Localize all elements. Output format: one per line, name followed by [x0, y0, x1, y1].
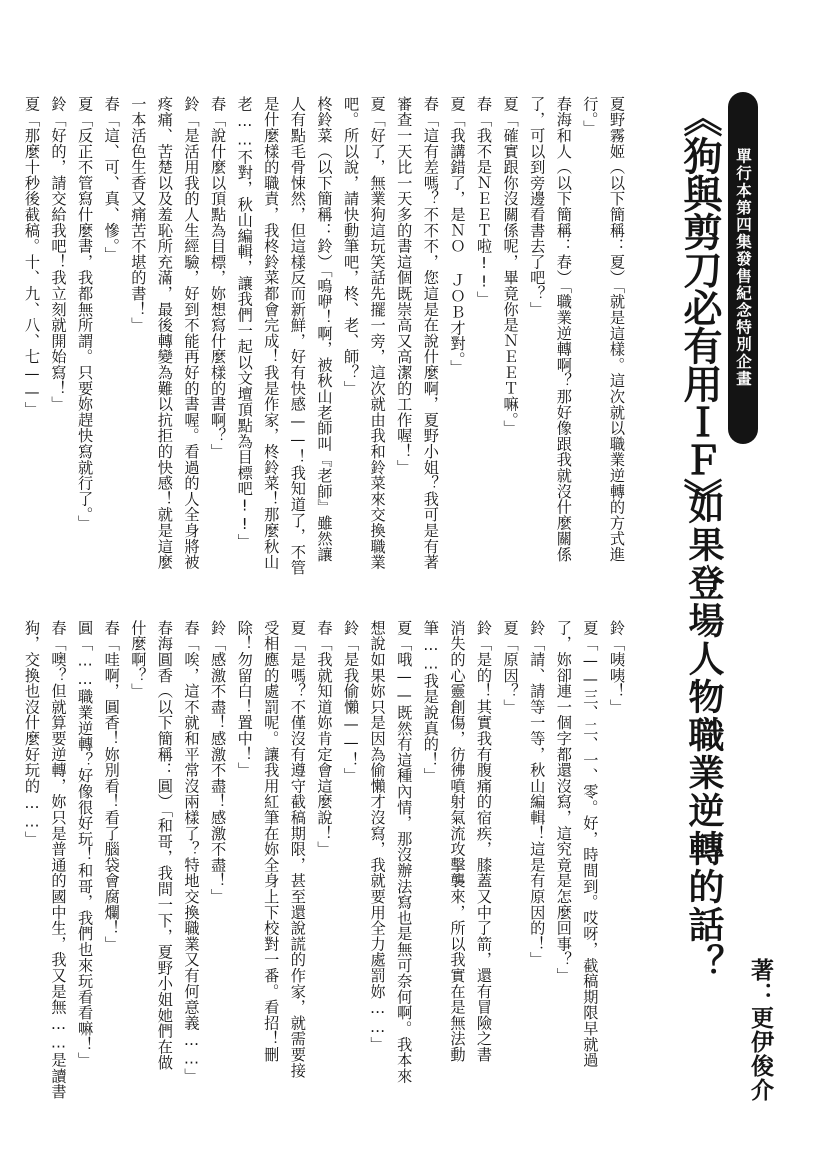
dialogue-line: 春海和人（以下簡稱：春）「職業逆轉啊？那好像跟我就沒什麼關係 [554, 96, 573, 563]
dialogue-line: 消失的心靈創傷，彷彿噴射氣流攻擊襲來，所以我實在是無法動 [448, 620, 467, 1063]
author-credit: 著：更伊俊介 [747, 958, 774, 1102]
dialogue-line: 吧。所以說，請快動筆吧，柊、老、師？」 [342, 96, 361, 397]
dialogue-line: 鈴「咦咦！」 [608, 620, 626, 715]
dialogue-line: 夏「確實跟你沒關係呢，畢竟你是ＮＥＥＴ嘛。」 [501, 96, 520, 436]
dialogue-line: 什麼啊？」 [129, 620, 148, 699]
dialogue-line: 夏「我講錯了，是ＮＯ ＪＯＢ才對。」 [448, 96, 467, 376]
dialogue-line: 疼痛、苦楚以及羞恥所充滿，最後轉變為難以抗拒的快感！就是這麼 [155, 96, 174, 570]
dialogue-line: 圓「……職業逆轉？好像很好玩！和哥，我們也來玩看看嘛！」 [76, 620, 95, 1068]
dialogue-line: 春「這、可、真、慘。」 [102, 96, 121, 263]
dialogue-line: 受相應的處罰呢。讓我用紅筆在妳全身上下校對一番。看招！刪 [262, 620, 281, 1063]
dialogue-line: 行。」 [581, 96, 600, 136]
main-title: 《狗與剪刀必有用ＩＦ》 [677, 98, 723, 516]
dialogue-line: 人有點毛骨悚然，但這樣反而新鮮，好有快感——！我知道了，不管 [288, 96, 307, 576]
dialogue-line: 夏「——三、二、一、零。好，時間到。哎呀，截稿期限早就過 [581, 620, 600, 1068]
dialogue-line: 鈴「好的，請交給我吧！我立刻就開始寫！」 [49, 96, 68, 412]
dialogue-line: 春「噢？但就算要逆轉，妳只是普通的國中生，我又是無……是讀書 [49, 620, 68, 1100]
dialogue-line: 夏「那麼十秒後截稿。十、九、八、七——」 [22, 96, 41, 418]
dialogue-line: 鈴「感激不盡！感激不盡！感激不盡！」 [209, 620, 228, 905]
dialogue-line: 夏「好了，無業狗這玩笑話先擺一旁，這次就由我和鈴菜來交換職業 [368, 96, 387, 570]
dialogue-line: 想說如果妳只是因為偷懶才沒寫，我就要用全力處罰妳……」 [368, 620, 387, 1053]
dialogue-line: 夏「是嗎？不僅沒有遵守截稿期限，甚至還說謊的作家，就需要接 [288, 620, 307, 1079]
dialogue-line: 夏「反正不管寫什麼書，我都無所謂。只要妳趕快寫就行了。」 [76, 96, 95, 531]
dialogue-line: 鈴「是的！其實我有腹痛的宿疾，膝蓋又中了箭，還有冒險之書 [475, 620, 494, 1063]
dialogue-line: 春「唉，這不就和平常沒兩樣了？特地交換職業又有何意義……」 [182, 620, 201, 1084]
dialogue-line: 了，妳卻連一個字都還沒寫，這究竟是怎麼回事？」 [554, 620, 573, 984]
dialogue-line: 鈴「是活用我的人生經驗，好到不能再好的書喔。看過的人全身將被 [182, 96, 201, 570]
dialogue-line: 春「我不是ＮＥＥＴ啦!!」 [475, 96, 494, 307]
dialogue-line: 審查一天比一天多的書這個既崇高又高潔的工作喔！」 [395, 96, 414, 476]
dialogue-line: 除！勿留白！置中！」 [235, 620, 254, 778]
dialogue-line: 夏野霧姬（以下簡稱：夏）「就是這樣。這次就以職業逆轉的方式進 [608, 96, 626, 563]
dialogue-line: 春「說什麼以頂點為目標，妳想寫什麼樣的書啊？」 [209, 96, 228, 460]
dialogue-line: 狗，交換也沒什麼好玩的……」 [22, 620, 41, 847]
dialogue-line: 一本活色生香又痛苦不堪的書！」 [129, 96, 148, 333]
dialogue-line: 春「哇啊，圓香！妳別看！看了腦袋會腐爛！」 [102, 620, 121, 952]
dialogue-line: 是什麼樣的職責，我柊鈴菜都會完成！我是作家，柊鈴菜！那麼秋山 [262, 96, 281, 570]
dialogue-upper-block [22, 96, 630, 576]
dialogue-line: 夏「原因？」 [501, 620, 520, 715]
dialogue-line: 夏「哦——既然有這種內情，那沒辦法寫也是無可奈何啊。我本來 [395, 620, 414, 1084]
dialogue-line: 老……不對，秋山編輯，讓我們一起以文壇頂點為目標吧!!」 [235, 96, 254, 550]
dialogue-lower-block [22, 620, 630, 1125]
dialogue-line: 春「這有差嗎？不不不，您這是在說什麼啊，夏野小姐？我可是有著 [421, 96, 440, 570]
sub-title: 如果登場人物職業逆轉的話？ [683, 488, 725, 982]
special-feature-badge: 單行本第四集發售紀念特別企畫 [728, 92, 758, 444]
dialogue-line: 春海圓香（以下簡稱：圓）「和哥，我問一下，夏野小姐她們在做 [155, 620, 174, 1071]
dialogue-line: 筆……我是說真的！」 [421, 620, 440, 784]
dialogue-line: 鈴「是我偷懶——！」 [342, 620, 361, 784]
dialogue-line: 了，可以到旁邊看書去了吧？」 [528, 96, 547, 318]
dialogue-line: 柊鈴菜（以下簡稱：鈴）「嗚咿！啊，被秋山老師叫『老師』雖然讓 [315, 96, 334, 563]
dialogue-line: 鈴「請、請等一等，秋山編輯！這是有原因的！」 [528, 620, 547, 968]
dialogue-line: 春「我就知道妳肯定會這麼說！」 [315, 620, 334, 857]
